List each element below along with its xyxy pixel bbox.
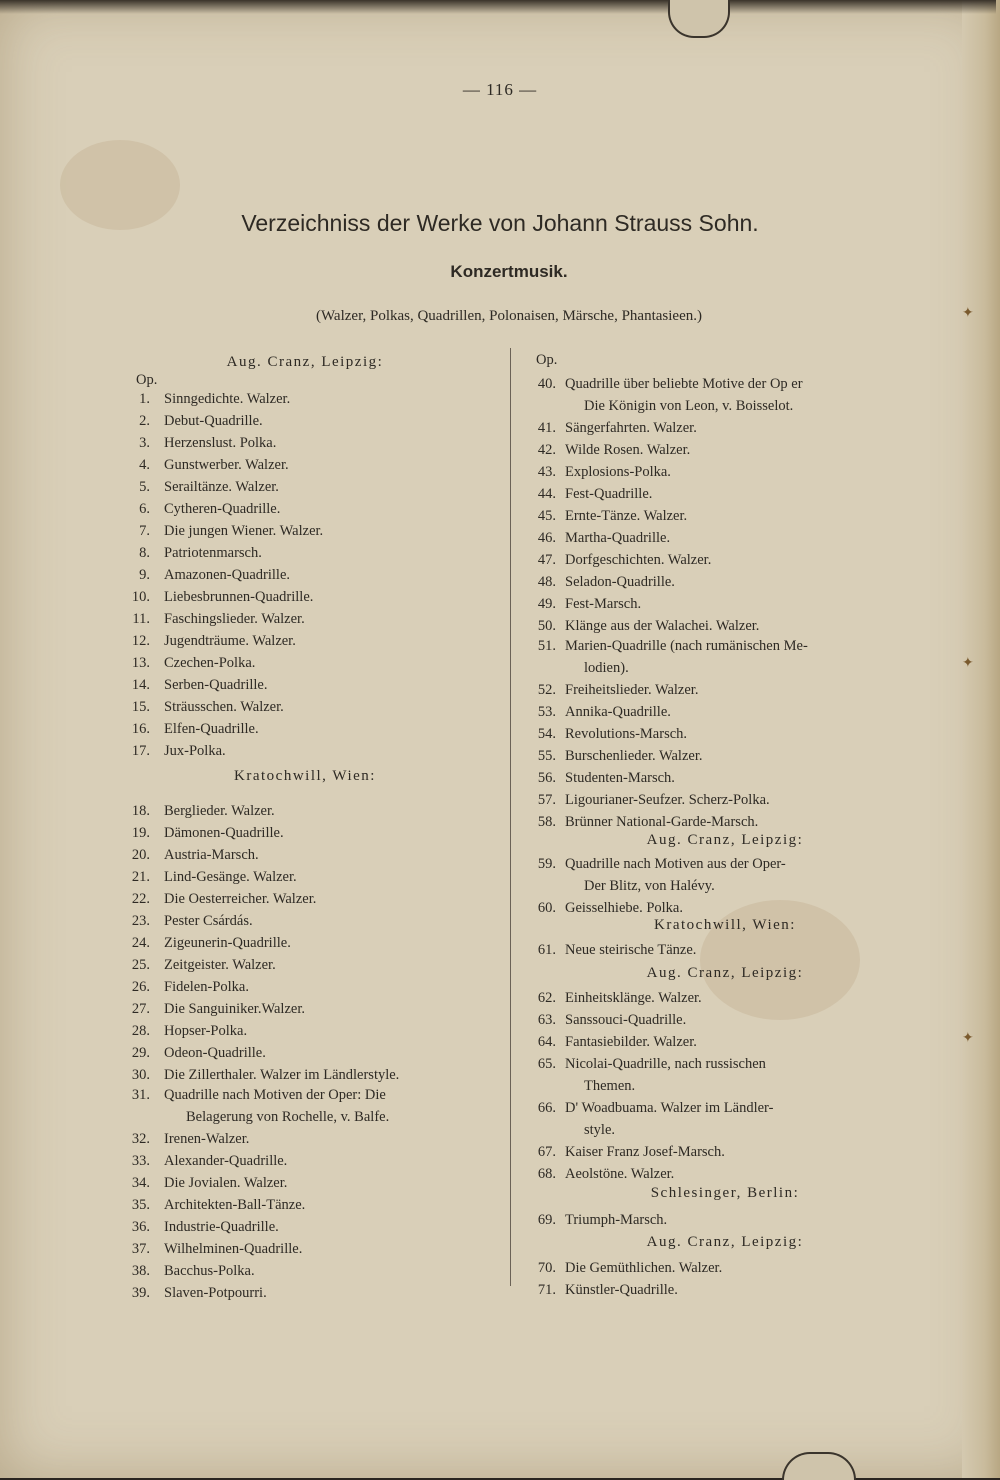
work-title: Zigeunerin-Quadrille. — [164, 935, 291, 951]
opus-number: 62. — [537, 990, 556, 1006]
work-title: Jugendträume. Walzer. — [164, 633, 296, 649]
top-shadow — [0, 0, 996, 14]
opus-number: 9. — [139, 567, 150, 583]
work-title: Czechen-Polka. — [164, 655, 256, 671]
work-title: Faschingslieder. Walzer. — [164, 611, 305, 627]
opus-number: 26. — [131, 979, 150, 995]
section-subtitle: Konzertmusik. — [450, 262, 568, 281]
publisher-heading: Kratochwill, Wien: — [234, 768, 376, 784]
work-title: Gunstwerber. Walzer. — [164, 457, 289, 473]
opus-number: 39. — [131, 1285, 150, 1301]
page-number: — 116 — — [462, 80, 538, 99]
opus-number: 29. — [131, 1045, 150, 1061]
opus-number: 16. — [131, 721, 150, 737]
opus-number: 36. — [131, 1219, 150, 1235]
opus-number: 46. — [537, 530, 556, 546]
work-title: Seladon-Quadrille. — [565, 574, 675, 590]
work-title: Ernte-Tänze. Walzer. — [565, 508, 688, 524]
opus-number: 2. — [139, 413, 150, 429]
work-title: Quadrille nach Motiven der Oper: Die — [164, 1087, 386, 1103]
opus-number: 56. — [537, 770, 556, 786]
work-title: Fest-Quadrille. — [565, 486, 653, 502]
opus-number: 43. — [537, 464, 556, 480]
opus-number: 50. — [537, 618, 556, 634]
opus-number: 71. — [537, 1282, 556, 1298]
work-title: Serailtänze. Walzer. — [164, 479, 279, 495]
work-title: Ligourianer-Seufzer. Scherz-Polka. — [565, 792, 770, 808]
work-title: Sanssouci-Quadrille. — [565, 1012, 687, 1028]
opus-number: 13. — [131, 655, 150, 671]
publisher-heading: Aug. Cranz, Leipzig: — [646, 1234, 804, 1250]
work-title: Hopser-Polka. — [164, 1023, 248, 1039]
work-title: Martha-Quadrille. — [565, 530, 671, 546]
page-title: Verzeichniss der Werke von Johann Strauss Sohn. — [241, 210, 759, 236]
work-title: Dämonen-Quadrille. — [164, 825, 284, 841]
opus-number: 23. — [131, 913, 150, 929]
opus-number: 44. — [537, 486, 556, 502]
opus-number: 55. — [537, 748, 556, 764]
work-title: Wilhelminen-Quadrille. — [164, 1241, 303, 1257]
work-title: Neue steirische Tänze. — [565, 942, 697, 958]
opus-number: 49. — [537, 596, 556, 612]
work-title: Quadrille nach Motiven aus der Oper- — [565, 856, 786, 872]
opus-number: 51. — [537, 638, 556, 654]
opus-number: 4. — [139, 457, 150, 473]
opus-number: 15. — [131, 699, 150, 715]
op-label: Op. — [136, 372, 158, 388]
opus-number: 10. — [131, 589, 150, 605]
opus-number: 1. — [139, 391, 150, 407]
work-title: Die Zillerthaler. Walzer im Ländlerstyle. — [164, 1067, 400, 1083]
opus-number: 61. — [537, 942, 556, 958]
categories-note: (Walzer, Polkas, Quadrillen, Polonaisen, Märsche, Phantasieen.) — [315, 308, 702, 324]
margin-mark-icon: ✦ — [962, 656, 974, 671]
work-title: Die Gemüthlichen. Walzer. — [565, 1260, 723, 1276]
work-title: Sträusschen. Walzer. — [164, 699, 284, 715]
work-title: Irenen-Walzer. — [164, 1131, 250, 1147]
work-title: Pester Csárdás. — [164, 913, 253, 929]
publisher-heading: Kratochwill, Wien: — [654, 917, 796, 933]
work-title: Annika-Quadrille. — [565, 704, 671, 720]
work-title: Amazonen-Quadrille. — [164, 567, 291, 583]
work-title: Wilde Rosen. Walzer. — [565, 442, 691, 458]
work-title: Nicolai-Quadrille, nach russischen — [565, 1056, 766, 1072]
opus-number: 35. — [131, 1197, 150, 1213]
publisher-heading: Aug. Cranz, Leipzig: — [646, 965, 804, 981]
work-title: lodien). — [584, 660, 629, 676]
column-divider — [510, 348, 511, 1286]
opus-number: 70. — [537, 1260, 556, 1276]
work-title: Elfen-Quadrille. — [164, 721, 259, 737]
work-title: Die Sanguiniker.Walzer. — [164, 1001, 305, 1017]
work-title: Patriotenmarsch. — [164, 545, 262, 561]
opus-number: 18. — [131, 803, 150, 819]
work-title: Sängerfahrten. Walzer. — [565, 420, 697, 436]
work-title: Die Jovialen. Walzer. — [164, 1175, 288, 1191]
work-title: Kaiser Franz Josef-Marsch. — [565, 1144, 725, 1160]
work-title: Herzenslust. Polka. — [164, 435, 277, 451]
publisher-heading: Aug. Cranz, Leipzig: — [646, 832, 804, 848]
opus-number: 45. — [537, 508, 556, 524]
opus-number: 19. — [131, 825, 150, 841]
opus-number: 14. — [131, 677, 150, 693]
work-title: Die Königin von Leon, v. Boisselot. — [584, 398, 794, 414]
opus-number: 48. — [537, 574, 556, 590]
opus-number: 33. — [131, 1153, 150, 1169]
opus-number: 21. — [131, 869, 150, 885]
opus-number: 22. — [131, 891, 150, 907]
work-title: Studenten-Marsch. — [565, 770, 675, 786]
work-title: Der Blitz, von Halévy. — [584, 878, 715, 894]
work-title: Alexander-Quadrille. — [164, 1153, 288, 1169]
work-title: Quadrille über beliebte Motive der Op er — [565, 376, 803, 392]
publisher-heading: Schlesinger, Berlin: — [650, 1185, 800, 1201]
opus-number: 34. — [131, 1175, 150, 1191]
opus-number: 5. — [139, 479, 150, 495]
work-title: Aeolstöne. Walzer. — [565, 1166, 675, 1182]
opus-number: 58. — [537, 814, 556, 830]
work-title: Liebesbrunnen-Quadrille. — [164, 589, 314, 605]
work-title: style. — [584, 1122, 616, 1138]
opus-number: 52. — [537, 682, 556, 698]
work-title: Odeon-Quadrille. — [164, 1045, 266, 1061]
opus-number: 63. — [537, 1012, 556, 1028]
opus-number: 41. — [537, 420, 556, 436]
opus-number: 12. — [131, 633, 150, 649]
work-title: Triumph-Marsch. — [565, 1212, 668, 1228]
opus-number: 25. — [131, 957, 150, 973]
opus-number: 47. — [537, 552, 556, 568]
work-title: Zeitgeister. Walzer. — [164, 957, 276, 973]
opus-number: 30. — [131, 1067, 150, 1083]
work-title: Jux-Polka. — [164, 743, 226, 759]
work-title: Fest-Marsch. — [565, 596, 642, 612]
work-title: Marien-Quadrille (nach rumänischen Me- — [565, 638, 808, 654]
opus-number: 8. — [139, 545, 150, 561]
margin-mark-icon: ✦ — [962, 1031, 974, 1046]
work-title: Slaven-Potpourri. — [164, 1285, 267, 1301]
work-title: Berglieder. Walzer. — [164, 803, 275, 819]
opus-number: 6. — [139, 501, 150, 517]
opus-number: 28. — [131, 1023, 150, 1039]
work-title: Freiheitslieder. Walzer. — [565, 682, 699, 698]
opus-number: 3. — [139, 435, 150, 451]
work-title: Fantasiebilder. Walzer. — [565, 1034, 697, 1050]
opus-number: 32. — [131, 1131, 150, 1147]
work-title: Klänge aus der Walachei. Walzer. — [565, 618, 760, 634]
opus-number: 67. — [537, 1144, 556, 1160]
opus-number: 68. — [537, 1166, 556, 1182]
opus-number: 64. — [537, 1034, 556, 1050]
work-title: Serben-Quadrille. — [164, 677, 268, 693]
opus-number: 38. — [131, 1263, 150, 1279]
work-title: Fidelen-Polka. — [164, 979, 249, 995]
work-title: Sinngedichte. Walzer. — [164, 391, 291, 407]
opus-number: 11. — [132, 611, 150, 627]
opus-number: 20. — [131, 847, 150, 863]
opus-number: 24. — [131, 935, 150, 951]
op-label: Op. — [536, 352, 558, 368]
work-title: Explosions-Polka. — [565, 464, 671, 480]
publisher-heading: Aug. Cranz, Leipzig: — [226, 354, 384, 370]
work-title: Austria-Marsch. — [164, 847, 259, 863]
work-title: Bacchus-Polka. — [164, 1263, 255, 1279]
opus-number: 27. — [131, 1001, 150, 1017]
opus-number: 57. — [537, 792, 556, 808]
work-title: Industrie-Quadrille. — [164, 1219, 279, 1235]
margin-mark-icon: ✦ — [962, 306, 974, 321]
opus-number: 60. — [537, 900, 556, 916]
work-title: Revolutions-Marsch. — [565, 726, 688, 742]
work-title: Architekten-Ball-Tänze. — [164, 1197, 306, 1213]
opus-number: 66. — [537, 1100, 556, 1116]
opus-number: 54. — [537, 726, 556, 742]
work-title: Lind-Gesänge. Walzer. — [164, 869, 297, 885]
work-title: D' Woadbuama. Walzer im Ländler- — [565, 1100, 774, 1116]
work-title: Künstler-Quadrille. — [565, 1282, 678, 1298]
work-title: Geisselhiebe. Polka. — [565, 900, 683, 916]
opus-number: 42. — [537, 442, 556, 458]
opus-number: 31. — [131, 1087, 150, 1103]
work-title: Die Oesterreicher. Walzer. — [164, 891, 317, 907]
work-title: Dorfgeschichten. Walzer. — [565, 552, 712, 568]
opus-number: 65. — [537, 1056, 556, 1072]
work-title: Einheitsklänge. Walzer. — [565, 990, 702, 1006]
opus-number: 59. — [537, 856, 556, 872]
opus-number: 69. — [537, 1212, 556, 1228]
opus-number: 40. — [537, 376, 556, 392]
work-title: Debut-Quadrille. — [164, 413, 263, 429]
work-title: Cytheren-Quadrille. — [164, 501, 281, 517]
work-title: Themen. — [584, 1078, 636, 1094]
opus-number: 7. — [139, 523, 150, 539]
opus-number: 37. — [131, 1241, 150, 1257]
opus-number: 53. — [537, 704, 556, 720]
opus-number: 17. — [131, 743, 150, 759]
work-title: Brünner National-Garde-Marsch. — [565, 814, 759, 830]
work-title: Burschenlieder. Walzer. — [565, 748, 703, 764]
work-title: Belagerung von Rochelle, v. Balfe. — [186, 1109, 390, 1125]
work-title: Die jungen Wiener. Walzer. — [164, 523, 324, 539]
